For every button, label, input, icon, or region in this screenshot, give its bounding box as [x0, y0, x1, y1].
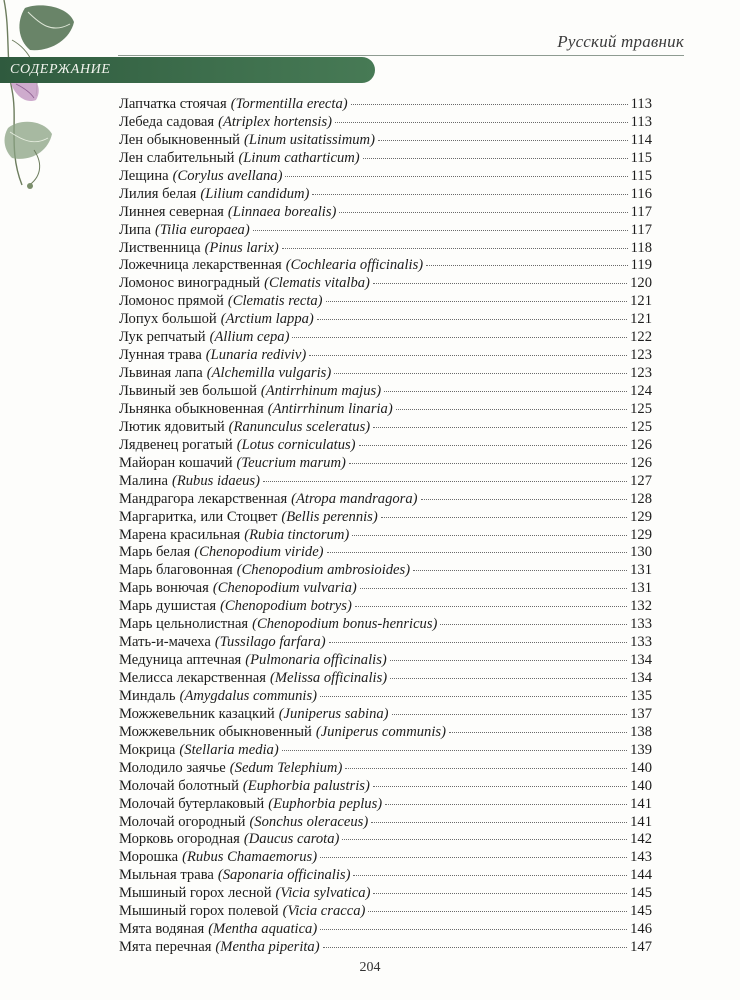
- plant-name-russian: Лебеда садовая: [119, 113, 215, 130]
- toc-entry: [119, 670, 652, 688]
- page-ref: 122: [630, 329, 652, 346]
- dot-leader: [349, 462, 627, 464]
- plant-name-russian: Молочай огородный: [119, 813, 246, 830]
- plant-name-russian: Лопух большой: [119, 311, 217, 328]
- toc-entry: [119, 401, 652, 419]
- page-ref: 123: [630, 365, 652, 382]
- dot-leader: [327, 551, 628, 553]
- page-ref: 141: [630, 795, 652, 812]
- dot-leader: [326, 300, 628, 302]
- dot-leader: [352, 534, 627, 536]
- plant-name-russian: Лиственница: [119, 239, 201, 256]
- plant-name-latin: (Antirrhinum linaria): [267, 400, 393, 417]
- plant-name-latin: (Vicia sylvatica): [275, 885, 371, 902]
- dot-leader: [253, 229, 628, 231]
- plant-name-russian: Маргаритка, или Стоцвет: [119, 508, 278, 525]
- toc-entry: [119, 616, 652, 634]
- dot-leader: [309, 354, 627, 356]
- dot-leader: [355, 605, 627, 607]
- dot-leader: [426, 264, 628, 266]
- page-ref: 113: [630, 96, 652, 112]
- plant-name-russian: Мышиный горох полевой: [119, 903, 279, 920]
- plant-name-latin: (Mentha aquatica): [208, 921, 318, 938]
- plant-name-latin: (Ranunculus sceleratus): [228, 418, 371, 435]
- dot-leader: [449, 731, 627, 733]
- leaf-icon: [19, 5, 74, 50]
- plant-name-latin: (Chenopodium bonus-henricus): [252, 616, 438, 633]
- toc-entry: [119, 598, 652, 616]
- toc-entry: [119, 168, 652, 186]
- page-ref: 130: [630, 544, 652, 561]
- page-ref: 144: [630, 867, 652, 884]
- toc-entry: [119, 311, 652, 329]
- plant-name-russian: Лен слабительный: [119, 149, 235, 166]
- plant-name-russian: Лилия белая: [119, 185, 197, 202]
- section-banner: [0, 57, 375, 83]
- plant-name-russian: Можжевельник казацкий: [119, 705, 275, 722]
- toc-entry: [119, 634, 652, 652]
- plant-name-latin: (Juniperus sabina): [278, 705, 389, 722]
- plant-name-latin: (Tussilago farfara): [214, 634, 326, 651]
- header-rule: [118, 55, 684, 56]
- plant-name-russian: Лядвенец рогатый: [119, 436, 233, 453]
- toc-entry: [119, 939, 652, 957]
- dot-leader: [378, 139, 628, 141]
- plant-name-russian: Мята водяная: [119, 921, 205, 938]
- dot-leader: [381, 516, 627, 518]
- plant-name-latin: (Lotus corniculatus): [236, 436, 356, 453]
- toc-entry: [119, 724, 652, 742]
- dot-leader: [285, 175, 627, 177]
- dot-leader: [334, 372, 627, 374]
- plant-name-russian: Марь душистая: [119, 598, 217, 615]
- dot-leader: [390, 659, 627, 661]
- plant-name-russian: Молочай болотный: [119, 777, 239, 794]
- page-ref: 129: [630, 526, 652, 543]
- page-ref: 119: [630, 257, 652, 274]
- page-ref: 127: [630, 472, 652, 489]
- page-ref: 138: [630, 723, 652, 740]
- dot-leader: [317, 318, 627, 320]
- plant-name-latin: (Pulmonaria officinalis): [245, 652, 387, 669]
- page-ref: 142: [630, 831, 652, 848]
- plant-name-russian: Морошка: [119, 849, 179, 866]
- plant-name-latin: (Euphorbia palustris): [242, 777, 370, 794]
- page-ref: 117: [630, 203, 652, 220]
- botanical-ornament: [0, 0, 118, 200]
- toc-entry: [119, 240, 652, 258]
- toc-entry: [119, 760, 652, 778]
- toc-entry: [119, 132, 652, 150]
- page-ref: 121: [630, 293, 652, 310]
- plant-name-russian: Марь цельнолистная: [119, 616, 249, 633]
- plant-name-latin: (Mentha piperita): [215, 939, 320, 956]
- plant-name-russian: Ложечница лекарственная: [119, 257, 282, 274]
- toc-entry: [119, 580, 652, 598]
- page-ref: 140: [630, 759, 652, 776]
- toc-entry: [119, 491, 652, 509]
- plant-name-latin: (Juniperus communis): [315, 723, 446, 740]
- dot-leader: [320, 928, 627, 930]
- toc-entry: [119, 437, 652, 455]
- dot-leader: [320, 856, 627, 858]
- toc-entry: [119, 814, 652, 832]
- plant-name-latin: (Stellaria media): [179, 741, 279, 758]
- plant-name-latin: (Chenopodium botrys): [220, 598, 352, 615]
- plant-name-russian: Ломонос виноградный: [119, 275, 261, 292]
- dot-leader: [353, 874, 627, 876]
- page-ref: 124: [630, 383, 652, 399]
- plant-name-russian: Марена красильная: [119, 526, 241, 543]
- toc-entry: [119, 186, 652, 204]
- toc-entry: [119, 849, 652, 867]
- plant-name-russian: Медуница аптечная: [119, 652, 242, 669]
- plant-name-russian: Молочай бутерлаковый: [119, 795, 265, 812]
- dot-leader: [323, 946, 628, 948]
- plant-name-latin: (Chenopodium vulvaria): [212, 580, 357, 597]
- toc-entry: [119, 742, 652, 760]
- plant-name-latin: (Sedum Telephium): [229, 759, 343, 776]
- toc-entry: [119, 867, 652, 885]
- plant-name-russian: Марь белая: [119, 544, 191, 561]
- toc-entry: [119, 275, 652, 293]
- dot-leader: [360, 587, 627, 589]
- plant-name-latin: (Chenopodium ambrosioides): [236, 562, 411, 579]
- plant-name-latin: (Rubia tinctorum): [244, 526, 350, 543]
- dot-leader: [312, 193, 627, 195]
- plant-name-latin: (Pinus larix): [204, 239, 279, 256]
- plant-name-latin: (Cochlearia officinalis): [285, 257, 424, 274]
- plant-name-russian: Майоран кошачий: [119, 454, 233, 471]
- plant-name-russian: Мыльная трава: [119, 867, 214, 884]
- plant-name-russian: Львиная лапа: [119, 365, 203, 382]
- toc-entry: [119, 831, 652, 849]
- plant-name-latin: (Euphorbia peplus): [268, 795, 383, 812]
- page-ref: 125: [630, 400, 652, 417]
- page-ref: 147: [630, 939, 652, 956]
- plant-name-latin: (Vicia cracca): [282, 903, 366, 920]
- dot-leader: [345, 767, 627, 769]
- plant-name-latin: (Linum catharticum): [238, 149, 360, 166]
- dot-leader: [359, 444, 628, 446]
- dot-leader: [413, 569, 627, 571]
- page-ref: 132: [630, 598, 652, 615]
- page-ref: 145: [630, 885, 652, 902]
- plant-name-latin: (Alchemilla vulgaris): [206, 365, 332, 382]
- toc-entry: [119, 921, 652, 939]
- toc-entry: [119, 347, 652, 365]
- dot-leader: [385, 803, 627, 805]
- dot-leader: [335, 121, 628, 123]
- dot-leader: [373, 426, 627, 428]
- dot-leader: [421, 498, 628, 500]
- page-ref: 115: [630, 149, 652, 166]
- plant-name-russian: Льнянка обыкновенная: [119, 400, 264, 417]
- toc-entry: [119, 96, 652, 114]
- dot-leader: [320, 695, 627, 697]
- dot-leader: [292, 336, 627, 338]
- plant-name-russian: Мышиный горох лесной: [119, 885, 272, 902]
- dot-leader: [339, 211, 627, 213]
- page-ref: 145: [630, 903, 652, 920]
- plant-name-russian: Молодило заячье: [119, 759, 226, 776]
- page-ref: 114: [630, 131, 652, 148]
- dot-leader: [373, 282, 627, 284]
- toc-entry: [119, 204, 652, 222]
- plant-name-russian: Лук репчатый: [119, 329, 206, 346]
- plant-name-latin: (Amygdalus communis): [179, 687, 317, 704]
- dot-leader: [390, 677, 627, 679]
- plant-name-russian: Малина: [119, 472, 168, 489]
- toc-entry: [119, 706, 652, 724]
- dot-leader: [392, 713, 628, 715]
- plant-name-latin: (Allium cepa): [209, 329, 290, 346]
- dot-leader: [282, 749, 627, 751]
- plant-name-russian: Мать-и-мачеха: [119, 634, 211, 651]
- page-ref: 123: [630, 347, 652, 364]
- plant-name-latin: (Tilia europaea): [155, 221, 250, 238]
- plant-name-russian: Марь благовонная: [119, 562, 233, 579]
- plant-name-latin: (Atriplex hortensis): [218, 113, 332, 130]
- page-ref: 139: [630, 741, 652, 758]
- dot-leader: [329, 641, 628, 643]
- plant-name-russian: Лапчатка стоячая: [119, 96, 227, 112]
- toc-entry: [119, 419, 652, 437]
- table-of-contents: [119, 96, 652, 957]
- toc-entry: [119, 293, 652, 311]
- plant-name-latin: (Antirrhinum majus): [260, 383, 382, 399]
- page-ref: 118: [630, 239, 652, 256]
- toc-entry: [119, 544, 652, 562]
- plant-name-latin: (Chenopodium viride): [194, 544, 324, 561]
- page-ref: 126: [630, 454, 652, 471]
- toc-entry: [119, 222, 652, 240]
- plant-name-latin: (Bellis perennis): [281, 508, 378, 525]
- toc-entry: [119, 527, 652, 545]
- plant-name-russian: Можжевельник обыкновенный: [119, 723, 312, 740]
- dot-leader: [371, 821, 627, 823]
- plant-name-latin: (Linum usitatissimum): [243, 131, 375, 148]
- dot-leader: [440, 623, 627, 625]
- plant-name-latin: (Atropa mandragora): [291, 490, 418, 507]
- toc-entry: [119, 509, 652, 527]
- page-number: 204: [359, 960, 381, 975]
- page-ref: 117: [630, 221, 652, 238]
- plant-name-russian: Миндаль: [119, 687, 176, 704]
- page-ref: 115: [630, 167, 652, 184]
- plant-name-latin: (Clematis recta): [227, 293, 323, 310]
- page-ref: 125: [630, 418, 652, 435]
- page-ref: 121: [630, 311, 652, 328]
- toc-entry: [119, 562, 652, 580]
- dot-leader: [384, 390, 627, 392]
- plant-name-russian: Лютик ядовитый: [119, 418, 225, 435]
- page-ref: 133: [630, 634, 652, 651]
- page-ref: 134: [630, 670, 652, 686]
- toc-entry: [119, 652, 652, 670]
- page-ref: 129: [630, 508, 652, 525]
- page-ref: 133: [630, 616, 652, 633]
- page-ref: 134: [630, 652, 652, 669]
- dot-leader: [373, 785, 627, 787]
- plant-name-latin: (Sonchus oleraceus): [249, 813, 369, 830]
- dot-leader: [373, 892, 627, 894]
- plant-name-latin: (Rubus idaeus): [171, 472, 260, 489]
- toc-entry: [119, 329, 652, 347]
- page-ref: 113: [630, 113, 652, 130]
- plant-name-russian: Мелисса лекарственная: [119, 670, 266, 686]
- page-ref: 131: [630, 562, 652, 579]
- page-ref: 126: [630, 436, 652, 453]
- toc-entry: [119, 365, 652, 383]
- page-ref: 135: [630, 687, 652, 704]
- plant-name-latin: (Arctium lappa): [220, 311, 314, 328]
- dot-leader: [282, 247, 628, 249]
- dot-leader: [342, 838, 627, 840]
- toc-entry: [119, 903, 652, 921]
- toc-entry: [119, 885, 652, 903]
- plant-name-latin: (Corylus avellana): [172, 167, 283, 184]
- plant-name-russian: Линнея северная: [119, 203, 224, 220]
- toc-entry: [119, 114, 652, 132]
- plant-name-latin: (Lunaria rediviv): [205, 347, 307, 364]
- toc-entry: [119, 150, 652, 168]
- plant-name-latin: (Linnaea borealis): [227, 203, 337, 220]
- plant-name-latin: (Clematis vitalba): [264, 275, 370, 292]
- plant-name-russian: Мята перечная: [119, 939, 212, 956]
- plant-name-russian: Липа: [119, 221, 151, 238]
- dot-leader: [363, 157, 628, 159]
- toc-entry: [119, 455, 652, 473]
- plant-name-latin: (Tormentilla erecta): [230, 96, 348, 112]
- toc-entry: [119, 778, 652, 796]
- plant-name-russian: Марь вонючая: [119, 580, 209, 597]
- plant-name-latin: (Lilium candidum): [200, 185, 310, 202]
- page-ref: 116: [630, 185, 652, 202]
- page-ref: 120: [630, 275, 652, 292]
- plant-name-latin: (Teucrium marum): [236, 454, 346, 471]
- plant-name-russian: Львиный зев большой: [119, 383, 257, 399]
- dot-leader: [351, 103, 628, 105]
- plant-name-latin: (Melissa officinalis): [269, 670, 388, 686]
- plant-name-latin: (Rubus Chamaemorus): [182, 849, 318, 866]
- toc-entry: [119, 257, 652, 275]
- plant-name-latin: (Saponaria officinalis): [217, 867, 351, 884]
- toc-entry: [119, 473, 652, 491]
- plant-name-russian: Лен обыкновенный: [119, 131, 240, 148]
- plant-name-latin: (Daucus carota): [243, 831, 340, 848]
- book-title: Русский травник: [557, 32, 684, 51]
- page-ref: 131: [630, 580, 652, 597]
- section-title: СОДЕРЖАНИЕ: [10, 62, 111, 77]
- plant-name-russian: Мокрица: [119, 741, 176, 758]
- page-ref: 146: [630, 921, 652, 938]
- plant-name-russian: Лещина: [119, 167, 169, 184]
- plant-name-russian: Ломонос прямой: [119, 293, 224, 310]
- plant-name-russian: Лунная трава: [119, 347, 202, 364]
- plant-name-russian: Морковь огородная: [119, 831, 240, 848]
- toc-entry: [119, 796, 652, 814]
- page-ref: 140: [630, 777, 652, 794]
- dot-leader: [396, 408, 627, 410]
- page-ref: 141: [630, 813, 652, 830]
- toc-entry: [119, 688, 652, 706]
- toc-entry: [119, 383, 652, 401]
- dot-leader: [263, 480, 627, 482]
- dot-leader: [368, 910, 627, 912]
- page-ref: 128: [630, 490, 652, 507]
- page-ref: 137: [630, 705, 652, 722]
- plant-name-russian: Мандрагора лекарственная: [119, 490, 288, 507]
- page-ref: 143: [630, 849, 652, 866]
